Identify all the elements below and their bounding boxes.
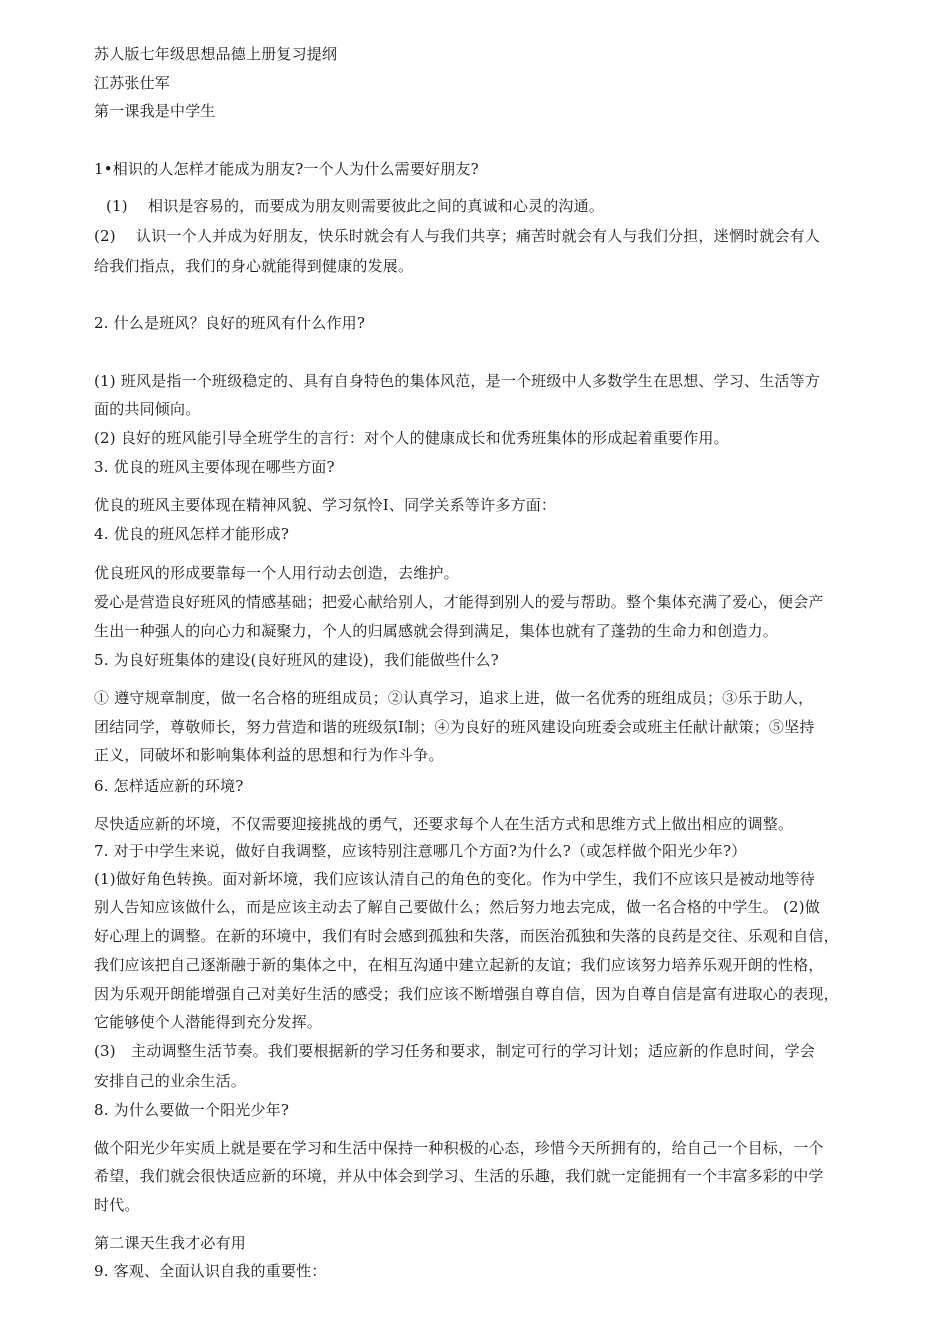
question-2: 2. 什么是班风？良好的班风有什么作用? xyxy=(94,314,366,332)
doc-author: 江苏张仕军 xyxy=(94,74,171,92)
question-8: 8. 为什么要做一个阳光少年? xyxy=(94,1101,290,1119)
answer-8-line-2: 希望，我们就会很快适应新的环境，并从中体会到学习、生活的乐趣，我们就一定能拥有一个丰富多彩的中学 xyxy=(94,1167,824,1185)
answer-5-line-2: 团结同学，尊敬师长，努力营造和谐的班级氛I制；④为良好的班风建设向班委会或班主任献计献策；⑤坚持 xyxy=(94,718,815,736)
answer-4-line-3: 生出一种强人的向心力和凝聚力，个人的归属感就会得到满足，集体也就有了蓬勃的生命力和创造力。 xyxy=(94,622,779,640)
answer-1-2-line-2: 给我们指点，我们的身心就能得到健康的发展。 xyxy=(94,257,414,275)
answer-7-3-line-2: 安排自己的业余生活。 xyxy=(94,1072,247,1090)
question-1: 1•相识的人怎样才能成为朋友?一个人为什么需要好朋友? xyxy=(94,160,479,178)
lesson-heading-2: 第二课天生我才必有用 xyxy=(94,1234,247,1252)
answer-7-1-line-6: 它能够使个人潜能得到充分发挥。 xyxy=(94,1013,323,1031)
answer-6: 尽快适应新的坏境，不仅需要迎接挑战的勇气，还要求每个人在生活方式和思维方式上做出相应的调整。 xyxy=(94,815,794,833)
answer-7-3-line-1: (3) 主动调整生活节奏。我们要根据新的学习任务和要求，制定可行的学习计划；适应新的作息时间，学会 xyxy=(94,1042,816,1060)
answer-7-1-line-4: 我们应该把自己逐渐融于新的集体之中，在相互沟通中建立起新的友谊；我们应该努力培养乐观开朗的性格， xyxy=(94,956,824,974)
answer-3: 优良的班风主要体现在精神风貌、学习氛怜I、同学关系等许多方面： xyxy=(94,496,557,514)
answer-2-1-line-2: 面的共同倾向。 xyxy=(94,400,201,418)
answer-1-2-line-1: (2) 认识一个人并成为好朋友，快乐时就会有人与我们共享；痛苦时就会有人与我们分担，迷惘时就会有人 xyxy=(94,227,821,245)
question-5: 5. 为良好班集体的建设(良好班风的建设)，我们能做些什么? xyxy=(94,651,499,669)
answer-8-line-3: 时代。 xyxy=(94,1196,140,1214)
question-9: 9. 客观、全面认识自我的重要性： xyxy=(94,1262,327,1280)
question-4: 4. 优良的班风怎样才能形成? xyxy=(94,525,290,543)
doc-title: 苏人版七年级思想品德上册复习提纲 xyxy=(94,45,338,63)
answer-7-1-line-1: (1)做好角色转换。面对新坏境，我们应该认清自己的角色的变化。作为中学生，我们不应该只是被动地等待 xyxy=(94,870,816,888)
answer-7-1-line-5: 因为乐观开朗能增强自己对美好生活的感受；我们应该不断增强自尊自信，因为自尊自信是富有进取心的表现， xyxy=(94,985,839,1003)
answer-8-line-1: 做个阳光少年实质上就是要在学习和生活中保持一种积极的心态，珍惜今天所拥有的，给自己一个目标，一个 xyxy=(94,1139,824,1157)
question-6: 6. 怎样适应新的环境? xyxy=(94,777,244,795)
answer-4-line-1: 优良班风的形成要靠每一个人用行动去创造，去维护。 xyxy=(94,564,459,582)
question-3: 3. 优良的班风主要体现在哪些方面? xyxy=(94,458,335,476)
question-7: 7. 对于中学生来说，做好自我调整，应该特别注意哪几个方面?为什么?（或怎样做个阳光少年?） xyxy=(94,842,747,860)
answer-5-line-3: 正义，同破坏和影响集体利益的思想和行为作斗争。 xyxy=(94,746,444,764)
answer-2-2: (2) 良好的班风能引导全班学生的言行：对个人的健康成长和优秀班集体的形成起着重要作用。 xyxy=(94,429,729,447)
answer-5-line-1: ① 遵守规章制度，做一名合格的班组成员；②认真学习，追求上进，做一名优秀的班组成员；③乐于助人， xyxy=(94,689,814,707)
answer-2-1-line-1: (1) 班风是指一个班级稳定的、具有自身特色的集体风范，是一个班级中人多数学生在思想、学习、生活等方 xyxy=(94,372,821,390)
lesson-heading-1: 第一课我是中学生 xyxy=(94,102,216,120)
answer-7-1-line-2: 别人告知应该做什么，而是应该主动去了解自己要做什么；然后努力地去完成，做一名合格的中学生。 (2)做 xyxy=(94,898,821,916)
answer-4-line-2: 爱心是营造良好班风的情感基础；把爱心献给别人，才能得到别人的爱与帮助。整个集体充满了爱心，便会产 xyxy=(94,593,824,611)
answer-1-1: (1) 相识是容易的，而要成为朋友则需要彼此之间的真诚和心灵的沟通。 xyxy=(106,197,605,215)
answer-7-1-line-3: 好心理上的调整。在新的环境中，我们有时会感到孤独和失落，而医治孤独和失落的良药是交往、乐观和自信， xyxy=(94,927,839,945)
